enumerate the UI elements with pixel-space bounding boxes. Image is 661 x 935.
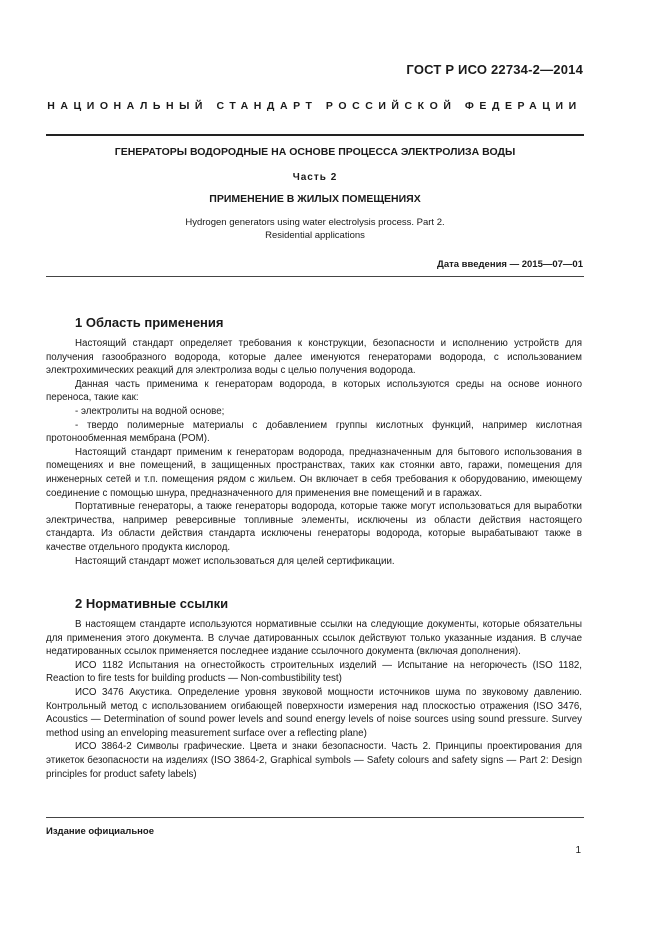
part-number: Часть 2 [292,172,338,183]
document-code: ГОСТ Р ИСО 22734-2—2014 [406,62,583,77]
section-body-scope [46,337,582,568]
footer-divider [46,817,584,818]
national-standard-header: НАЦИОНАЛЬНЫЙ СТАНДАРТ РОССИЙСКОЙ ФЕДЕРАЦИИ [47,100,582,112]
reference-item: ИСО 3864-2 Символы графические. Цвета и знаки безопасности. Часть 2. Принципы проектирования для этикеток безопасности на изделиях (ISO 3864-2, Graphical symbols — Safety colours and safety signs — Part 2: Design principles for product safety labels) [46,741,582,780]
paragraph: Настоящий стандарт может использоваться для целей сертификации. [75,555,395,567]
english-title-line-1: Hydrogen generators using water electrolysis process. Part 2. [185,217,445,228]
paragraph: Данная часть применима к генераторам водорода, в которых используются среды на основе ионного переноса, такие как: [46,378,582,404]
header-divider [46,134,584,136]
paragraph: В настоящем стандарте используются нормативные ссылки на следующие документы, которые обязательны для применения этого документа. В случае датированных ссылок действуют только указанные издания. В случае недатированных ссылок применяется последнее издание ссылочного документа (включая дополнения). [46,619,582,658]
english-title [46,216,584,242]
list-item: - твердо полимерные материалы с добавлением группы кислотных функций, например кислотная протонообменная мембрана (POM). [46,419,582,445]
document-title: ГЕНЕРАТОРЫ ВОДОРОДНЫЕ НА ОСНОВЕ ПРОЦЕССА ЭЛЕКТРОЛИЗА ВОДЫ [114,146,516,158]
official-edition-label: Издание официальное [46,826,154,837]
section-heading-scope: 1 Область применения [75,315,224,330]
reference-item: ИСО 3476 Акустика. Определение уровня звуковой мощности источников шума по звуковому давлению. Контрольный метод с использованием огибающей поверхности измерения над плоскостью отражения (ISO 3476, Acoustics — Determination of sound power levels and sound energy levels of noise sources using sound pressure. Survey method using an enveloping measurement surface over a reflecting plane) [46,686,582,739]
paragraph: Настоящий стандарт применим к генераторам водорода, предназначенным для бытового использования в помещениях и вне помещений, в защищенных пространствах, таких как стоянки авто, гаражи, помещения для инженерных сетей и т.п. помещения рядом с жильем. Он включает в себя требования к оборудованию, имеющему соединение с помощью шнура, предназначенного для применения вне помещений и в гаражах. [46,446,582,499]
paragraph: Портативные генераторы, а также генераторы водорода, которые также могут использоваться для выработки электричества, например реверсивные топливные элементы, исключены из области действия настоящего стандарта. Из области действия стандарта исключены генераторы водорода, которые вырабатывают также в качестве отдельного продукта кислород. [46,501,582,553]
section-body-references [46,618,582,781]
introduction-date: Дата введения — 2015—07—01 [437,259,583,270]
page-number: 1 [575,845,581,856]
reference-item: ИСО 1182 Испытания на огнестойкость строительных изделий — Испытание на негорючесть (ISO 1182, Reaction to fire tests for building products — Non-combustibility test) [46,659,582,685]
list-item: - электролиты на водной основе; [75,405,225,417]
section-heading-references: 2 Нормативные ссылки [75,596,229,611]
title-divider [46,276,584,277]
english-title-line-2: Residential applications [265,230,365,241]
paragraph: Настоящий стандарт определяет требования к конструкции, безопасности и исполнению устройств для получения газообразного водорода, которые далее именуются генераторами водорода, с использованием электрохимических реакций для электролиза воды с целью получения водорода. [46,338,582,377]
part-title: ПРИМЕНЕНИЕ В ЖИЛЫХ ПОМЕЩЕНИЯХ [209,193,421,205]
